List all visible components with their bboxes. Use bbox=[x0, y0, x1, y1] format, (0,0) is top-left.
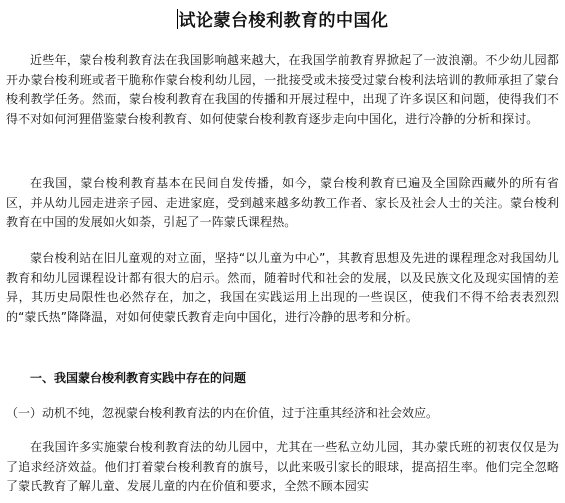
paragraph-reflection: 蒙台梭利站在旧儿童观的对立面，坚持“以儿童为中心”，其教育思想及先进的课程理念对我国幼儿教育和幼儿园课程设计都有很大的启示。然而，随着时代和社会的发展，以及民族文化及现实国情的差异，其历史局限性也必然存在，加之，我国在实践运用上出现的一些误区，使我们不得不给表表烈烈的“蒙氏热”降降温，对如何使蒙氏教育走向中国化，进行冷静的思考和分析。 bbox=[6, 251, 559, 324]
paragraph-spread: 在我国，蒙台梭利教育基本在民间自发传播，如今，蒙台梭利教育已遍及全国除西藏外的所有省区，并从幼儿园走进亲子园、走进家庭，受到越来越多幼教工作者、家长及社会人士的关注。蒙台梭利教育在中国的发展如火如荼，引起了一阵蒙氏课程热。 bbox=[6, 176, 559, 229]
title-row bbox=[0, 6, 565, 31]
paragraph-intro: 近些年，蒙台梭利教育法在我国影响越来越大，在我国学前教育界掀起了一波浪潮。不少幼儿园都开办蒙台梭利班或者干脆称作蒙台梭利幼儿园，一批接受或未接受过蒙台梭利法培训的教师承担了蒙台梭利教学任务。然而，蒙台梭利教育在我国的传播和开展过程中，出现了许多误区和问题，使得我们不得不对如何河狸借鉴蒙台梭利教育、如何使蒙台梭利教育逐步走向中国化，进行冷静的分析和探讨。 bbox=[6, 53, 559, 126]
section-heading: 一、我国蒙台梭利教育实践中存在的问题 bbox=[30, 371, 247, 385]
paragraph-problem: 在我国许多实施蒙台梭利教育法的幼儿园中，尤其在一些私立幼儿园，其办蒙氏班的初衷仅仅是为了追求经济效益。他们打着蒙台梭利教育的旗号，以此来吸引家长的眼球，提高招生率。他们完全忽略了蒙氏教育了解儿童、发展儿童的内在价值和要求，全然不顾本园实 bbox=[6, 440, 559, 493]
subsection-heading: （一）动机不纯，忽视蒙台梭利教育法的内在价值，过于注重其经济和社会效应。 bbox=[6, 406, 439, 420]
text-cursor bbox=[177, 9, 178, 29]
document-title: 试论蒙台梭利教育的中国化 bbox=[178, 11, 389, 31]
